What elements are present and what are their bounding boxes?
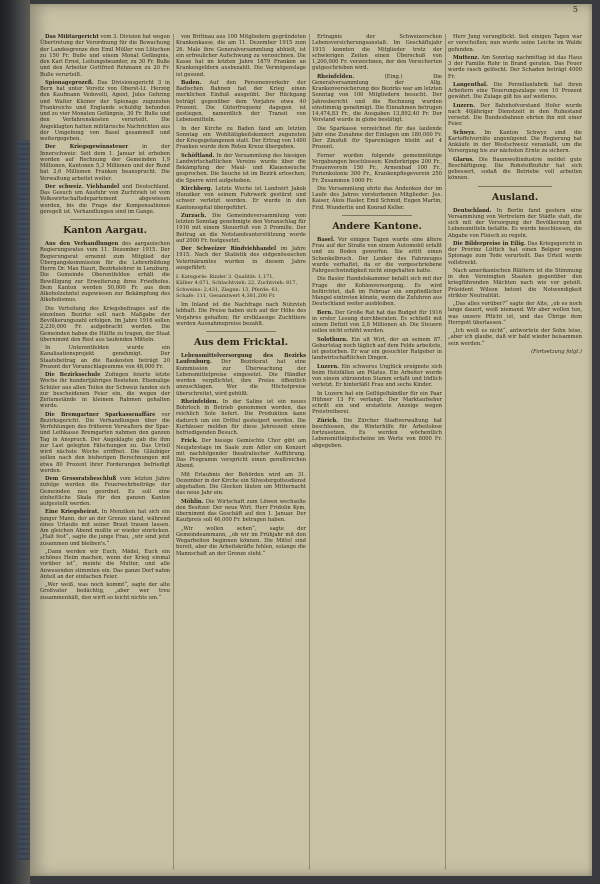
article-paragraph [40,144,170,182]
section-heading: Ausland. [491,191,539,203]
article-text: In Unterentfelden wurde ein Kanalisationsprojekt genehmigt. Der Staatsbeitrag an die Baukosten beträgt 20 Prozent der Voranschlagsumme von 48,000 Fr. [40,345,170,370]
article-text: In Menziken hat sich ein junger Mann, der an der Grenze stand, während eines Urlaubs mit seiner Braut trauen lassen. Am gleichen Abend mußte er wieder einrücken. „Halt fest“, sagte die junge Frau, „wir sind jetzt zusammen und bleiben's.“ [40,509,170,547]
article-text: des aargauischen Regierungsrates vom 11. Dezember 1915. Der Regierungsrat ernennt zum Mitglied der Übergangskommission für die Lehrerbildung Herrn Dr. Max Hauri, Bezirkslehrer in Lenzburg. Die Gemeinde Oberentfelden erhält die Bewilligung zur Erweiterung ihres Friedhofes. Dem Kanton werden 50,000 Fr. aus dem Alkoholzehntel zugewiesen zur Bekämpfung des Alkoholismus. [40,241,170,304]
article-paragraph [448,82,582,101]
article-text: im Jahre 1915. Nach der Statistik des eidgenössischen Veterinäramtes wurden in diesem Jahre ausgeführt: [176,246,306,271]
article-paragraph [448,55,582,80]
article-lead: Luzern. [317,363,339,370]
column-rule [309,34,310,870]
statistics-table [176,274,306,299]
article-paragraph [448,328,582,347]
article-text: „Das alles vorüber?“ sagte der Alte, „ob es noch lange dauert, weiß niemand. Wir aber wollen tun, was unsere Pflicht ist, und das Übrige dem Herrgott überlassen.“ [448,301,582,326]
article-paragraph [40,241,170,304]
article-paragraph [176,34,306,78]
article-lead: Aus den Verhandlungen [45,241,119,247]
article-paragraph [40,549,170,580]
article-text: Nach amerikanischen Blättern ist die Stimmung in den Vereinigten Staaten gegenüber den kriegführenden Mächten nach wie vor geteilt. Präsident Wilson betont die Notwendigkeit strikter Neutralität. [448,267,582,299]
article-lead: Luzern. [453,102,475,109]
article-paragraph [40,184,170,215]
article-paragraph [40,509,170,547]
article-paragraph [40,582,170,601]
article-text: Auf den Personenverkehr der Badischen Bahnen hat der Krieg einen merklichen Einfluß ausgeübt. Der Rückgang beträgt gegenüber dem Vorjahre etwa 40 Prozent. Die Güterfrequenz dagegen ist gestiegen, namentlich der Transit von Lebensmitteln. [176,79,306,124]
article-paragraph [448,268,582,299]
article-paragraph [312,391,442,416]
article-lead: Basel. [317,236,335,243]
article-text: von Brittnau aus 100 Mitgliedern gegründeten Krankenkasse, die am 11. Dezember 1915 zum 26. Male ihre Generalversammlung abhielt, ist ein erfreulicher Aufschwung zu verzeichnen. Die Kasse hat im letzten Jahre 1879 Franken an Krankengeldern ausbezahlt. Die Vermögenslage ist gesund. [176,34,306,78]
article-text: Ferner wurden folgende gemeinnützige Vergabungen beschlossen: Kinderkrippe 200 Fr., Frauenverein 150 Fr., Armenbad 100 Fr., Ferienkolonie 300 Fr., Krankenpflegeverein 250 Fr. Zusammen 1000 Fr. [312,152,442,184]
article-lead: Kirchberg. [181,185,213,192]
article-paragraph [40,80,170,143]
article-text: Zofingen feierte letzte Woche ihr hundertjähriges Bestehen. Ehemalige Schüler aus allen Teilen der Schweiz fanden sich zur bescheidenen Feier ein, die wegen der Zeitumstände in kleinem Rahmen gehalten wurde. [40,372,170,410]
article-lead: Rheinfelden. [181,398,219,405]
article-text: Der Große Rat hat das Budget für 1916 in erster Lesung durchberaten. Es schließt mit einem Defizit von 2,8 Millionen ab. Die Steuern sollen nicht erhöht werden. [312,309,442,335]
article-paragraph [312,153,442,184]
article-lead: Die Bezirksschule [45,372,101,378]
article-paragraph [176,353,306,397]
article-text: Im Inland ist die Nachfrage nach Nutzvieh lebhaft. Die Preise haben sich auf der Höhe des Vorjahres gehalten; für erstklassige Zuchttiere werden Ausnahmepreise bezahlt. [176,302,306,327]
article-text: vom letzten Jahre zufolge werden die Feuerwehrbeiträge der Gemeinden neu geordnet. Es soll eine einheitliche Skala für den ganzen Kanton aufgestellt werden. [40,476,170,507]
article-lead: Eine Kriegsheirat. [45,509,100,516]
article-paragraph [176,213,306,244]
article-lead: Baden. [181,79,202,86]
article-text: in der Innerschweiz: Seit dem 1. Januar ist erhoben worden auf Rechnung der Gemeinden 1,9 Millionen, Kantonen 5,3 Millionen und der Bund hat 2,6 Millionen Franken beansprucht. Die Verwaltung arbeitet weiter. [40,144,170,182]
article-text: Das Divisionsgericht 3 in Bern hat unter Vorsitz von Oberst-Lt. Herzog den Kaufmann Vedovelli, Agent, Jules Gehring und Walter Kleiner der Spionage zugunsten Frankreichs und Englands schuldig befunden und zu vier Monaten Gefängnis, 30 Fr. Buße und den Verfahrenskosten verurteilt. Die Angeklagten hatten militärische Nachrichten aus der Umgebung von Basel gesammelt und weitergegeben. [40,79,170,142]
article-text: Die Zürcher Stadtverwaltung hat beschlossen, die Winterhilfe für Arbeitslose fortzusetzen. Es werden wöchentlich Lebensmittelgutscheine im Werte von 8000 Fr. abgegeben. [312,417,442,449]
article-lead: Möhlin. [181,498,204,505]
section-heading: Aus dem Fricktal. [194,337,288,348]
article-lead: Langenthal. [453,81,488,88]
table-row: Schafe: 111, Gesamtwert 4,381,200 Fr. [176,292,276,299]
article-paragraph [312,126,442,151]
article-paragraph [176,438,306,469]
article-text: und Deutschland. Das Gesuch um Ausfuhr von Zuchtvieh ist vom Volkswirtschaftsdepartement abgewiesen worden, bis die Frage der Kompensationen geregelt ist. Verhandlungen sind im Gange. [40,183,170,215]
article-paragraph [312,237,442,275]
article-lead: Die Bremgartner Sparkassenaffäre [45,411,156,418]
article-lead: Das Militärgericht [45,34,99,40]
article-paragraph [176,80,306,124]
article-paragraph [40,476,170,507]
article-text: Vor einigen Tagen wurde eine ältere Frau auf der Straße von einem Automobil erfaßt und zu Boden geworfen. Sie erlitt einen Schenkelbruch. Der Lenker des Fahrzeuges wurde verhaftet, da er die vorgeschriebene Fahrgeschwindigkeit nicht eingehalten hatte. [312,236,442,274]
column-3 [312,34,442,870]
article-text: In der Saline ist ein neues Bohrloch in Betrieb genommen worden, das reichlich Sole liefert. Die Produktion kann dadurch um ein Drittel gesteigert werden. Die Kurhäuser melden für diese Jahreszeit einen befriedigenden Besuch. [176,398,306,436]
article-lead: Zürich. [317,417,338,424]
article-lead: Schwyz. [453,129,476,136]
article-lead: Bern. [317,309,333,316]
article-text: Die Verteilung des Kriegsbeitrages auf die einzelnen Bezirke soll nach Maßgabe der Bevölkerungszahl erfolgen. Im Jahre 1916 sollen 2,230,000 Fr. aufgebracht werden. Die Gemeinden haben die Hälfte zu tragen, der Staat übernimmt den Rest aus laufenden Mitteln. [40,305,170,343]
article-lead: Die Bilderpreise in Eilig. [453,240,526,247]
article-text: Ein alt Wirt, der an seinem 87. Geburtstag noch täglich auf dem Felde arbeitete, ist gestorben. Er war ein gesuchter Ratgeber in landwirtschaftlichen Dingen. [312,336,442,362]
article-paragraph [176,126,306,151]
column-1 [40,34,170,870]
article-text: Am Sonntag nachmittag ist das Haus 3 der Familie Rohr in Brand geraten. Das Feuer wurde rasch gelöscht. Der Schaden beträgt 4000 Fr. [448,54,582,80]
heading-divider [70,219,140,220]
article-lead: Lebensmittelversorgung des Bezirks Laufenburg. [176,353,306,366]
article-lead: Deutschland. [453,207,492,214]
article-text: Herr Jung verunglückt. Seit einigen Tagen war er verschollen; nun wurde seine Leiche im Walde gefunden. [448,34,582,53]
article-paragraph [312,34,442,72]
article-paragraph [40,345,170,370]
heading-divider [342,215,412,216]
column-4 [448,34,582,870]
article-paragraph [40,306,170,344]
article-paragraph [176,153,306,184]
article-paragraph [448,301,582,326]
continued-note: (Fortsetzung folgt.) [530,348,582,355]
article-paragraph [448,103,582,128]
article-paragraph [176,246,306,271]
article-paragraph [448,34,582,53]
article-text: „Ich weiß es nicht“, antwortete der Sohn leise, „aber ich glaube, daß wir bald wieder beisammen sein werden.“ [448,328,582,347]
heading-divider [206,331,276,332]
table-row: I. Kategorie: Rinder 3. Qualität: 1,171, [176,274,275,280]
article-text: In der Kirche zu Baden fand am letzten Sonntag ein Wohltätigkeitskonzert zugunsten der Kriegsgefangenen statt. Der Ertrag von 1400 Franken wurde dem Roten Kreuz übergeben. [176,125,306,151]
article-text: vom 3. Division hat wegen Übertretung der Verordnung für die Bewachung der Landesgrenze den Emil Müller von Lötschen zu 150 Fr. Buße und einem Monat Gefängnis, den Karl Ernst, Leitungsbeamter, zu 30 Fr. Buße und den Arbeiter Gottfried Rehmann zu 20 Fr. Buße verurteilt. [40,34,170,78]
article-paragraph [40,34,170,78]
article-text: Der hiesige Gemischte Chor gibt am Neujahrstage im Saale zum Adler ein Konzert mit nachfolgender theatralischer Aufführung. Das Programm verspricht einen genußreichen Abend. [176,438,306,470]
article-paragraph [176,472,306,497]
article-paragraph [176,399,306,437]
article-lead: Solothurn. [317,336,348,343]
article-text: vor Bezirksgericht. Die Verhandlungen über die Verfehlungen des früheren Verwalters der Spar- und Leihkasse Bremgarten nahmen den ganzen Tag in Anspruch. Der Angeklagte gab die ihm zur Last gelegten Fälschungen zu. Das Urteil wird nächste Woche eröffnet. Die Gläubiger sollen nach den bisherigen Berechnungen mit etwa 80 Prozent ihrer Forderungen befriedigt werden. [40,411,170,474]
article-text: „Wer weiß, was noch kommt“, sagte der alte Großvater bedächtig, „aber wer treu zusammenhält, den wirft so leicht nichts um.“ [40,582,170,601]
article-paragraph [312,310,442,335]
article-text: Letzte Woche ist Landwirt Jakob Hunziker von seinem Fuhrwerk gestürzt und schwer verletzt worden. Er wurde in den Kantonsspital übergeführt. [176,185,306,211]
article-lead: Der Schweizer Rindviehhandel [181,246,277,252]
newspaper-page [30,4,592,876]
section-heading: Kanton Aargau. [63,225,147,236]
table-row: Kälber 4,071, Schlachtvieh: 22, Zuchtvieh: 817, [176,280,298,287]
article-text: Ertragnis der Schweizerschen Lebensversicherungsanstalt. Im Geschäftsjahr 1915 konnten die Mitglieder trotz der schwierigen Zeiten einen Überschuß von 1,200,000 Fr. verzeichnen, der den Versicherten gutgeschrieben wird. [312,34,442,72]
article-lead: Spionageprozeß. [45,79,94,86]
article-text: Im Kanton Schwyz sind die Kartoffelvorräte ungenügend. Die Regierung hat Ankäufe in der Westschweiz veranlaßt, um die Versorgung bis zur nächsten Ernte zu sichern. [448,129,582,155]
article-paragraph [312,276,442,307]
column-2 [176,34,306,870]
article-paragraph [40,372,170,410]
article-text: Mit Erlaubnis der Behörden wird am 31. Dezember in der Kirche ein Silvestergottesdienst abgehalten. Die Glocken läuten um Mitternacht das neue Jahr ein. [176,471,306,497]
article-text: Die Porzellanfabrik hat ihren Arbeitern eine Teuerungszulage von 10 Prozent gewährt. Die Zulage gilt bis auf weiteres. [448,81,582,101]
article-text: In der Versammlung des hiesigen Landwirtschaftlichen Vereins wurde über die Bekämpfung der Maul- und Klauenseuche gesprochen. Die Seuche ist im Bezirk erloschen; die Sperre wird aufgehoben. [176,152,306,184]
article-lead: Rheinfelden. [317,73,355,80]
article-lead: Der Kriegsgewinnsteuer [45,144,129,151]
section-heading: Andere Kantone. [332,220,422,232]
column-rule [173,34,174,870]
article-paragraph [176,499,306,524]
article-paragraph [312,364,442,389]
article-text: In Berlin fand gestern eine Versammlung von Vertretern der Städte statt, die sich mit der Versorgung der Bevölkerung mit Lebensmitteln befaßte. Es wurde beschlossen, die Abgabe von Fleisch zu regeln. [448,207,582,239]
article-text: In Luzern hat ein Geflügelhändler für ein Paar Hühner 13 Fr. verlangt. Der Marktaufseher schritt ein und erstattete Anzeige wegen Preistreiberei. [312,390,442,416]
article-paragraph [448,157,582,182]
article-text: (Eing.) Die Generalversammlung der Allg. Krankenversicherung des Bezirks war am letzten Sonntag von 100 Mitgliedern besucht. Der Jahresbericht und die Rechnung wurden einstimmig genehmigt. Die Einnahmen betrugen 14,474,83 Fr., die Ausgaben 13,892,40 Fr. Der Vorstand wurde in globo bestätigt. [312,73,442,124]
table-row: Schweine: 2,431, Ziegen: 13, Pferde: 61, [176,286,280,293]
article-text: „Wir wollen sehen“, sagte der Gemeindeammann, „ob wir im Frühjahr mit den Wegarbeiten beginnen können. Die Mittel sind bereit, aber die Arbeitskräfte fehlen, solange die Mannschaft an der Grenze steht.“ [176,525,306,557]
article-text: Das Kriegsgericht in der Provinz Lüttich hat einen Belgier wegen Spionage zum Tode verurteilt. Das Urteil wurde vollstreckt. [448,240,582,266]
article-lead: Zurzach. [181,212,207,219]
article-text: Die Sparkasse verzeichnet für das laufende Jahr eine Zunahme der Einlagen um 180,000 Fr. Der Zinsfuß für Spareinlagen bleibt auf 4 Prozent. [312,125,442,151]
article-text: „Dann werden wir Euch, Mädel, Euch ein schönes Heim machen, wenn der Krieg einmal vorüber ist“, meinte die Mutter, und alle Anwesenden stimmten ein. Das ganze Dorf nahm Anteil an der einfachen Feier. [40,548,170,580]
article-paragraph [40,412,170,475]
article-paragraph [448,208,582,239]
article-text: Der Bezirksrat hat eine Kommission zur Überwachung der Lebensmittelpreise eingesetzt. Die Händler werden verpflichtet, ihre Preise öffentlich anzuschlagen. Wer die Höchstpreise überschreitet, wird gebüßt. [176,359,306,397]
article-text: Die Basler Handelskammer befaßt sich mit der Frage der Kohlenversorgung. Es wird befürchtet, daß im Februar ein empfindlicher Mangel eintreten könnte, wenn die Zufuhren aus Deutschland weiter ausbleiben. [312,276,442,308]
page-number: 5 [572,5,578,14]
article-text: Die Baumwollindustrie meldet gute Beschäftigung. Die Rohstoffzufuhr hat sich gebessert, sodaß die Betriebe voll arbeiten können. [448,156,582,182]
article-lead: Dem Grossratsbeschluß [45,476,117,482]
article-paragraph [312,418,442,449]
article-lead: Frick. [181,438,198,445]
article-paragraph [448,130,582,155]
article-lead: Muttenz. [453,54,480,61]
article-text: Die Wirtschaft zum Löwen wechselte den Besitzer. Der neue Wirt, Herr Fridolin Kym, übernimmt das Geschäft auf den 1. Januar. Der Kaufpreis soll 46,000 Fr. betragen haben. [176,498,306,524]
heading-divider [478,186,552,187]
article-text: Der Bahnhofvorstand Hofer wurde nach 40jähriger Dienstzeit in den Ruhestand versetzt. Die Bundesbahnen ehrten ihn mit einer Feier. [448,102,582,128]
article-text: Die Versammlung ehrte das Andenken der im Laufe des Jahres verstorbenen Mitglieder: Jos. Kaiser, Alois Hasler, Emil Schmid, Eugen Martin, Frid. Wunderlin und Konrad Keller. [312,185,442,211]
column-rule [445,34,446,870]
article-paragraph [176,526,306,557]
article-text: Die Gemeindeversammlung vom letzten Sonntag genehmigte den Voranschlag für 1916 mit einem Steuerfuß von 3 Promille. Der Beitrag an die Notstandsunterstützung wurde auf 2000 Fr. festgesetzt. [176,212,306,244]
article-paragraph [312,186,442,211]
article-lead: Schöftland. [181,152,215,159]
article-paragraph [448,241,582,266]
article-lead: Glarus. [453,156,474,163]
article-lead: Der schweiz. Viehhandel [45,183,120,190]
article-paragraph [312,337,442,362]
article-paragraph [176,302,306,327]
article-paragraph [176,186,306,211]
article-text: Ein schweres Unglück ereignete sich beim Holzfällen am Pilatus. Ein Arbeiter wurde von einem stürzenden Stamm erfaßt und tödlich verletzt. Er hinterläßt Frau und sechs Kinder. [312,363,442,389]
article-paragraph [312,74,442,124]
